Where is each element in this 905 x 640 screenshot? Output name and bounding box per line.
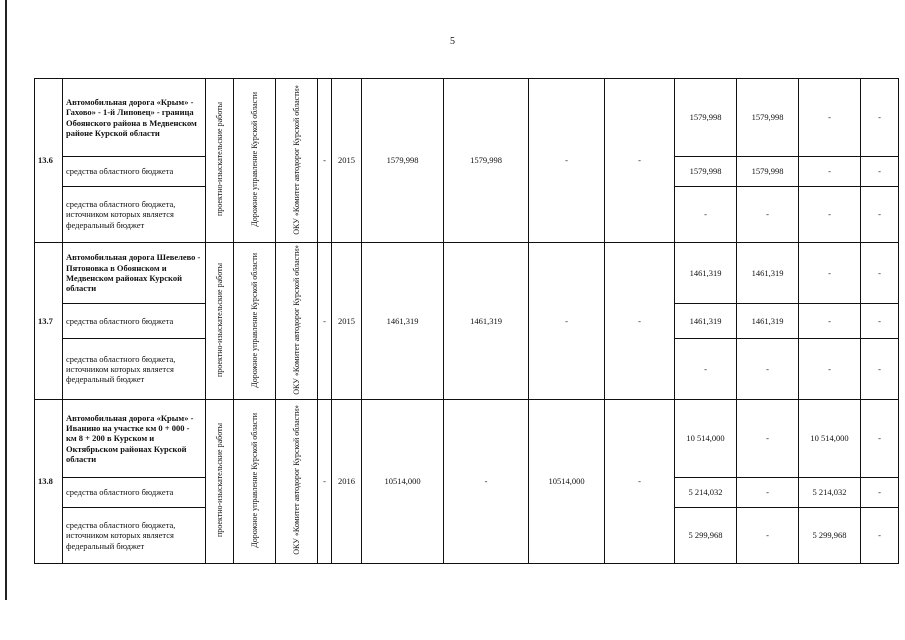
cost-2016: 10514,000 — [529, 399, 605, 563]
executor: ОКУ «Комитет автодорог Курской области» — [291, 405, 301, 556]
row-number: 13.6 — [35, 79, 63, 243]
funding-source: средства областного бюджета — [63, 477, 206, 507]
dash-cell: - — [318, 79, 332, 243]
fin-total: 1579,998 — [675, 157, 737, 187]
cost-2017: - — [605, 79, 675, 243]
work-type-cell — [206, 243, 234, 400]
fin-2017: - — [861, 79, 899, 157]
fin-total: 10 514,000 — [675, 399, 737, 477]
executor: ОКУ «Комитет автодорог Курской области» — [291, 245, 301, 395]
funding-source: средства областного бюджета — [63, 303, 206, 339]
executor-cell — [276, 243, 318, 400]
fin-2017: - — [861, 477, 899, 507]
road-name: Автомобильная дорога «Крым» - Иванино на участке км 0 + 000 - км 8 + 200 в Курском и Октябрьском районах Курской области — [63, 399, 206, 477]
work-type: проектно-изыскательские работы — [214, 423, 224, 538]
work-type-cell — [206, 79, 234, 243]
executor-cell — [276, 399, 318, 563]
year-cell: 2015 — [332, 243, 362, 400]
fin-2015: 1579,998 — [737, 79, 799, 157]
table-row — [35, 79, 899, 157]
fin-total: 5 214,032 — [675, 477, 737, 507]
fin-2016: - — [799, 303, 861, 339]
scan-edge-line — [5, 0, 7, 600]
work-type-cell — [206, 399, 234, 563]
work-type: проектно-изыскательские работы — [214, 262, 224, 377]
table-row — [35, 399, 899, 477]
row-number: 13.8 — [35, 399, 63, 563]
funding-source: средства областного бюджета, источником которых является федеральный бюджет — [63, 507, 206, 563]
fin-2017: - — [861, 157, 899, 187]
fin-2015: 1461,319 — [737, 303, 799, 339]
total-cost: 1579,998 — [362, 79, 444, 243]
dash-cell: - — [318, 243, 332, 400]
fin-total: - — [675, 187, 737, 243]
cost-2017: - — [605, 243, 675, 400]
customer-cell — [234, 79, 276, 243]
funding-source: средства областного бюджета — [63, 157, 206, 187]
executor: ОКУ «Комитет автодорог Курской области» — [291, 84, 301, 235]
fin-2016: 5 214,032 — [799, 477, 861, 507]
cost-2017: - — [605, 399, 675, 563]
fin-2015: - — [737, 507, 799, 563]
fin-2017: - — [861, 243, 899, 304]
fin-total: 1579,998 — [675, 79, 737, 157]
funding-source: средства областного бюджета, источником которых является федеральный бюджет — [63, 187, 206, 243]
road-name: Автомобильная дорога Шевелево - Пятоновка в Обоянском и Медвенском районах Курской области — [63, 243, 206, 304]
total-cost: 10514,000 — [362, 399, 444, 563]
fin-2016: - — [799, 79, 861, 157]
fin-2015: - — [737, 477, 799, 507]
program-table — [34, 78, 899, 564]
fin-2017: - — [861, 507, 899, 563]
customer-cell — [234, 243, 276, 400]
cost-2015: 1461,319 — [444, 243, 529, 400]
fin-2017: - — [861, 399, 899, 477]
fin-total: 1461,319 — [675, 243, 737, 304]
fin-2017: - — [861, 303, 899, 339]
fin-2015: 1461,319 — [737, 243, 799, 304]
customer: Дорожное управление Курской области — [249, 412, 259, 548]
fin-total: 5 299,968 — [675, 507, 737, 563]
cost-2015: - — [444, 399, 529, 563]
year-cell: 2016 — [332, 399, 362, 563]
page-number: 5 — [450, 36, 455, 47]
cost-2016: - — [529, 243, 605, 400]
fin-2016: - — [799, 243, 861, 304]
fin-2016: - — [799, 157, 861, 187]
executor-cell — [276, 79, 318, 243]
year-cell: 2015 — [332, 79, 362, 243]
row-number: 13.7 — [35, 243, 63, 400]
fin-2016: 5 299,968 — [799, 507, 861, 563]
funding-source: средства областного бюджета, источником которых является федеральный бюджет — [63, 339, 206, 400]
fin-2016: - — [799, 339, 861, 400]
fin-2015: - — [737, 339, 799, 400]
road-name: Автомобильная дорога «Крым» - Гахово» - 1-й Липовец» - граница Обоянского района в Медвенском районе Курской области — [63, 79, 206, 157]
fin-total: - — [675, 339, 737, 400]
table-row — [35, 243, 899, 304]
customer: Дорожное управление Курской области — [249, 252, 259, 388]
fin-2015: - — [737, 187, 799, 243]
cost-2016: - — [529, 79, 605, 243]
dash-cell: - — [318, 399, 332, 563]
fin-total: 1461,319 — [675, 303, 737, 339]
work-type: проектно-изыскательские работы — [214, 102, 224, 217]
fin-2015: - — [737, 399, 799, 477]
fin-2016: - — [799, 187, 861, 243]
fin-2015: 1579,998 — [737, 157, 799, 187]
customer: Дорожное управление Курской области — [249, 92, 259, 227]
fin-2016: 10 514,000 — [799, 399, 861, 477]
fin-2017: - — [861, 339, 899, 400]
customer-cell — [234, 399, 276, 563]
fin-2017: - — [861, 187, 899, 243]
cost-2015: 1579,998 — [444, 79, 529, 243]
total-cost: 1461,319 — [362, 243, 444, 400]
